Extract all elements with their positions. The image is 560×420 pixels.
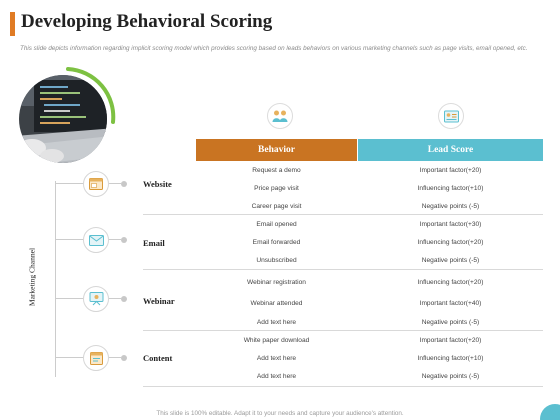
table-cell-behavior: Price page visit [254, 185, 299, 192]
row-divider [143, 214, 543, 215]
table-cell-score: Important factor(+30) [419, 221, 482, 228]
table-cell-score: Influencing factor(+10) [417, 185, 484, 192]
table-cell-behavior: Webinar attended [250, 300, 303, 307]
table-cell-behavior: Webinar registration [247, 279, 306, 286]
table-cell-behavior: Add text here [256, 355, 297, 362]
presentation-screen-icon [83, 286, 109, 312]
table-cell-behavior: Request a demo [252, 167, 301, 174]
slide-title: Developing Behavioral Scoring [21, 11, 273, 32]
document-calendar-icon [83, 345, 109, 371]
table-cell-behavior: Email opened [256, 221, 297, 228]
table-cell-behavior: Unsubscribed [256, 257, 297, 264]
table-cell-score: Influencing factor(+20) [417, 239, 484, 246]
slide-footer: This slide is 100% editable. Adapt it to your needs and capture your audience's attention. [156, 410, 404, 417]
marketing-channel-label: Marketing Channel [27, 247, 37, 307]
channel-name-website: Website [143, 179, 172, 189]
table-cell-score: Negative points (-5) [421, 203, 480, 210]
table-cell-score: Important factor(+40) [419, 300, 482, 307]
table-cell-behavior: Add text here [256, 319, 297, 326]
marketing-channel-axis [4, 177, 60, 377]
table-cell-score: Negative points (-5) [421, 319, 480, 326]
lead-score-card-icon [438, 103, 464, 129]
table-cell-behavior: White paper download [243, 337, 310, 344]
row-divider [143, 330, 543, 331]
table-cell-score: Influencing factor(+10) [417, 355, 484, 362]
envelope-icon [83, 227, 109, 253]
table-cell-behavior: Career page visit [251, 203, 302, 210]
channel-name-webinar: Webinar [143, 296, 175, 306]
slide-subtitle: This slide depicts information regarding implicit scoring model which provides scoring based on leads behaviors on various marketing channels such as page visits, email opened, etc. [20, 45, 528, 52]
table-cell-score: Important factor(+20) [419, 167, 482, 174]
lead-score-column-header: Lead Score [358, 139, 543, 161]
channel-connector-email [55, 227, 145, 253]
channel-name-email: Email [143, 238, 165, 248]
row-divider [143, 386, 543, 387]
table-cell-score: Important factor(+20) [419, 337, 482, 344]
table-cell-behavior: Add text here [256, 373, 297, 380]
title-accent-bar [10, 12, 15, 36]
table-cell-score: Negative points (-5) [421, 373, 480, 380]
browser-window-icon [83, 171, 109, 197]
behavior-people-icon [267, 103, 293, 129]
behavior-column-header: Behavior [196, 139, 357, 161]
channel-connector-content [55, 345, 145, 371]
hero-laptop-photo [14, 66, 116, 168]
table-cell-score: Influencing factor(+20) [417, 279, 484, 286]
row-divider [143, 269, 543, 270]
channel-connector-webinar [55, 286, 145, 312]
channel-name-content: Content [143, 353, 173, 363]
corner-decoration [540, 404, 560, 420]
table-cell-behavior: Email forwarded [252, 239, 301, 246]
table-cell-score: Negative points (-5) [421, 257, 480, 264]
channel-connector-website [55, 171, 145, 197]
